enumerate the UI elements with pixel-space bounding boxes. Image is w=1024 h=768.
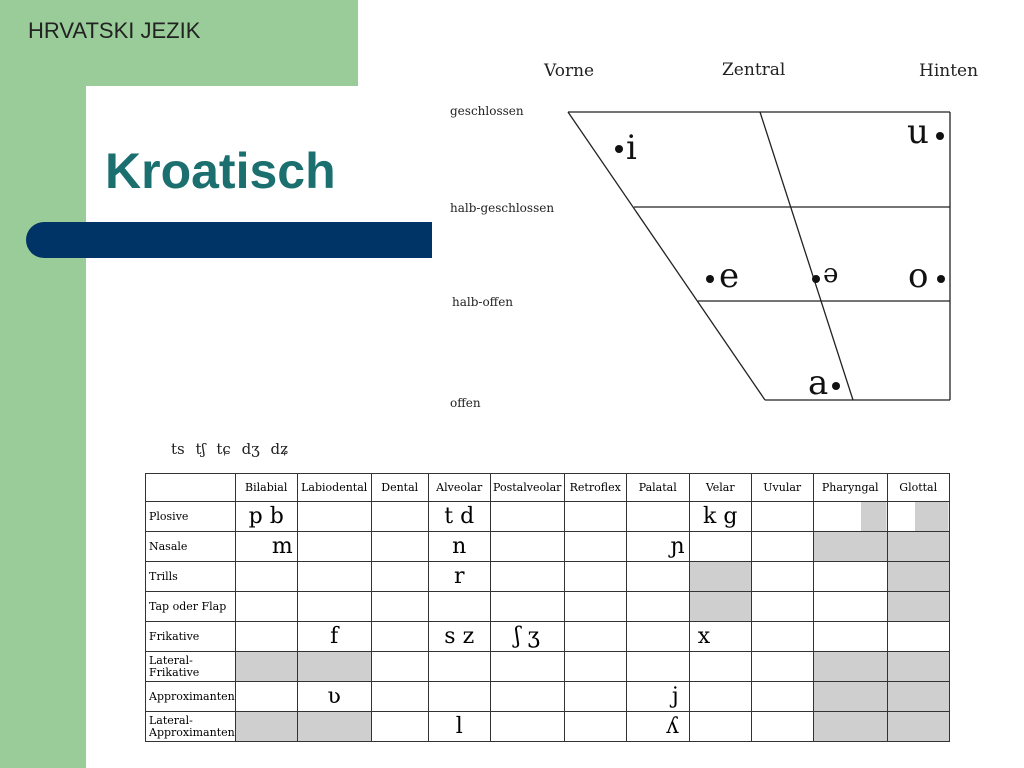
row-label: Tap oder Flap <box>146 592 236 622</box>
row-label: Nasale <box>146 532 236 562</box>
vowel-chart <box>440 55 1000 420</box>
cell-alveolar: t d <box>428 502 490 532</box>
cell-palatal: ʎ <box>626 712 689 742</box>
cell-bilabial: m <box>235 532 297 562</box>
cell-alveolar: n <box>428 532 490 562</box>
vowel-a: a <box>808 363 829 403</box>
table-row <box>146 652 950 682</box>
cell-alveolar: s z <box>428 622 490 652</box>
row-label: Lateral-Approximanten <box>146 712 236 742</box>
vowel-trapezoid <box>440 55 1000 420</box>
vowel-dot-a <box>832 382 840 390</box>
affricates-row <box>171 440 295 458</box>
vowel-level-open-mid: halb-offen <box>452 295 514 309</box>
row-label: Trills <box>146 562 236 592</box>
vowel-dot-o <box>937 275 945 283</box>
table-row <box>146 622 950 652</box>
col-header: Dental <box>371 474 428 502</box>
affricate-tc: tɕ <box>216 440 231 458</box>
table-row <box>146 562 950 592</box>
col-header: Retroflex <box>564 474 626 502</box>
vowel-col-back: Hinten <box>919 61 979 81</box>
cell-alveolar: l <box>428 712 490 742</box>
cell-velar: x <box>689 622 751 652</box>
col-header: Alveolar <box>428 474 490 502</box>
vowel-dot-i <box>615 145 623 153</box>
table-row <box>146 592 950 622</box>
col-header: Palatal <box>626 474 689 502</box>
col-header: Bilabial <box>235 474 297 502</box>
col-header: Glottal <box>887 474 949 502</box>
row-label: Approximanten <box>146 682 236 712</box>
cell-bilabial: p b <box>235 502 297 532</box>
table-row <box>146 712 950 742</box>
col-header: Pharyngal <box>813 474 887 502</box>
table-header-row <box>146 474 950 502</box>
vowel-level-close-mid: halb-geschlossen <box>450 201 555 215</box>
row-label: Lateral-Frikative <box>146 652 236 682</box>
row-label: Frikative <box>146 622 236 652</box>
affricate-dz: dʑ <box>270 440 289 458</box>
vowel-col-front: Vorne <box>544 61 595 81</box>
vowel-level-open: offen <box>450 396 481 410</box>
table-row <box>146 532 950 562</box>
header-corner <box>146 474 236 502</box>
col-header: Postalveolar <box>490 474 564 502</box>
vowel-o: o <box>908 256 929 296</box>
consonant-table <box>145 473 950 742</box>
vowel-dot-u <box>936 132 944 140</box>
title-underline-bar <box>26 222 432 258</box>
cell-palatal: ɲ <box>626 532 689 562</box>
cell-postalveolar: ʃ ʒ <box>490 622 564 652</box>
cell-alveolar: r <box>428 562 490 592</box>
affricate-ts: ts <box>171 440 185 458</box>
vowel-schwa: ə <box>823 259 839 289</box>
cell-labiodental: f <box>297 622 371 652</box>
vowel-dot-e <box>706 275 714 283</box>
cell-palatal: j <box>626 682 689 712</box>
vowel-u: u <box>907 112 929 152</box>
col-header: Uvular <box>751 474 813 502</box>
row-label: Plosive <box>146 502 236 532</box>
col-header: Labiodental <box>297 474 371 502</box>
vowel-level-close: geschlossen <box>450 104 524 118</box>
slide-subject: HRVATSKI JEZIK <box>28 18 201 43</box>
table-row <box>146 502 950 532</box>
vowel-i: i <box>626 128 637 168</box>
affricate-dzh: dʒ <box>241 440 260 458</box>
vowel-col-central: Zentral <box>722 60 786 80</box>
table-row <box>146 682 950 712</box>
affricate-tsh: tʃ <box>195 440 206 458</box>
slide-title: Kroatisch <box>105 143 336 199</box>
cell-velar: k g <box>689 502 751 532</box>
col-header: Velar <box>689 474 751 502</box>
vowel-e: e <box>719 256 740 296</box>
vowel-dot-schwa <box>812 275 820 283</box>
sidebar-decoration <box>0 0 86 768</box>
cell-labiodental: ʋ <box>297 682 371 712</box>
